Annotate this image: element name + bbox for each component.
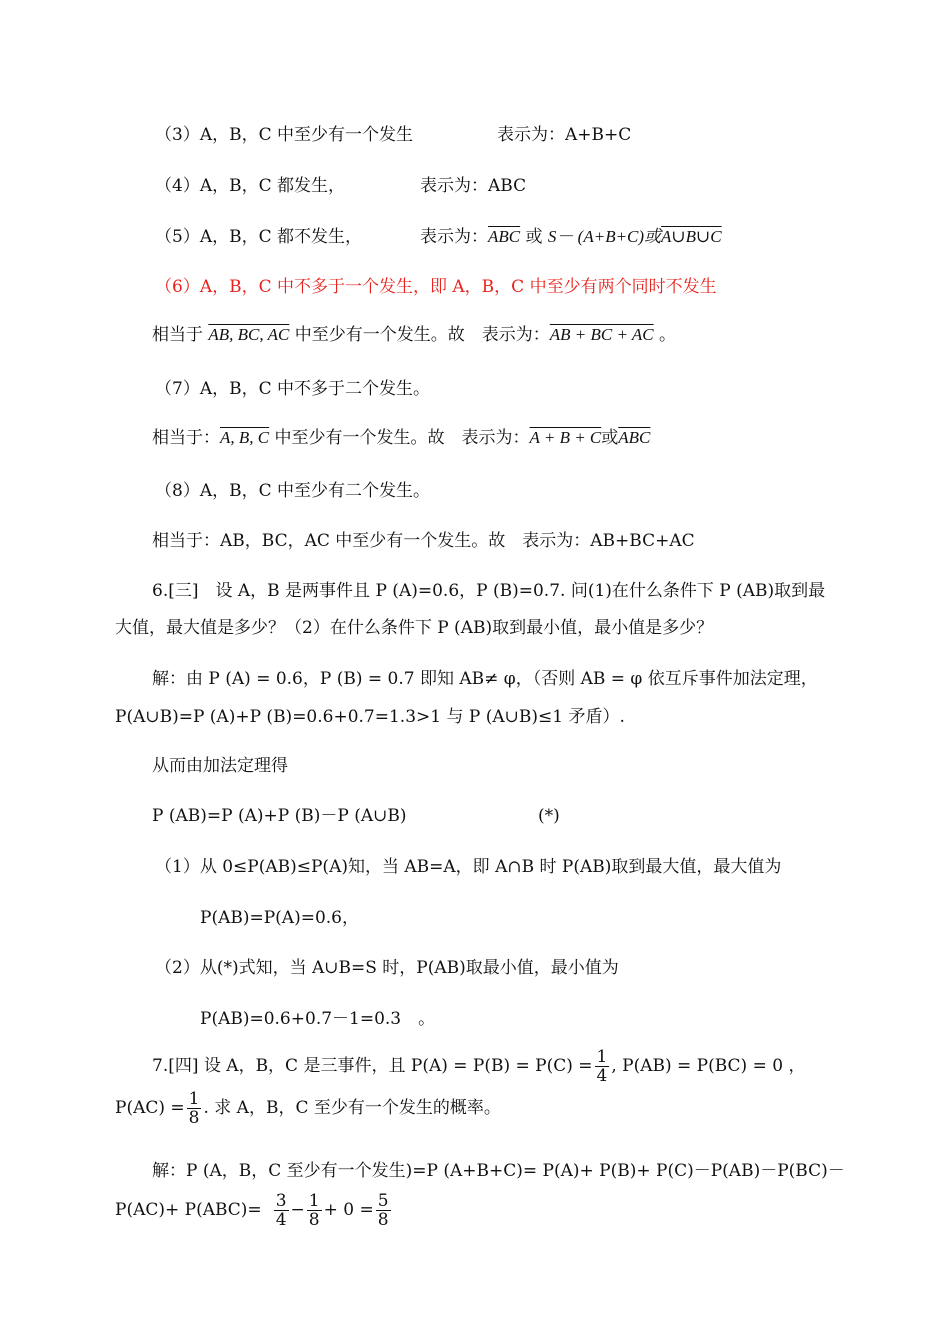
fraction-one-eighth-b: $\frac{1}{8}$ <box>308 1191 320 1230</box>
fraction-five-eighths: $\frac{5}{8}$ <box>377 1191 389 1230</box>
item-7-equivalence: 相当于：A, B, C 中至少有一个发生。故 表示为：A + B + C或$\overline{ABC}$ <box>152 428 651 448</box>
q6-text-line1: 6.[三] 设 A，B 是两事件且 P (A)=0.6，P (B)=0.7. 问(1)在什么条件下 P (AB)取到最 <box>152 581 826 601</box>
q6-max-value: P(AB)=P(A)=0.6， <box>200 908 359 928</box>
q7-text-line2: P(AC) = $\frac{1}{8}$ . 求 A，B，C 至少有一个发生的概率。 <box>115 1089 501 1128</box>
q6-min-value: P(AB)=0.6+0.7－1=0.3 。 <box>200 1009 436 1029</box>
item-5-expr: 表示为：$\overline{ABC}$ 或 S－ (A+B+C)或A∪B∪C <box>420 227 722 247</box>
item-8-label: （8）A，B，C 中至少有二个发生。 <box>155 481 430 501</box>
item-8-equivalence: 相当于：AB，BC，AC 中至少有一个发生。故 表示为：AB+BC+AC <box>152 531 695 551</box>
q6-formula-tag: (*) <box>538 806 560 826</box>
q7-solution-line1: 解：P (A，B，C 至少有一个发生)=P (A+B+C)= P(A)+ P(B)+ P(C)－P(AB)－P(BC)－ <box>152 1161 845 1181</box>
q6-solution-line2: P(A∪B)=P (A)+P (B)=0.6+0.7=1.3>1 与 P (A∪B)≤1 矛盾）. <box>115 707 625 727</box>
q7-text-line1: 7.[四] 设 A，B，C 是三事件，且 P(A) = P(B) = P(C) = $\frac{1}{4}$ , P(AB) = P(BC) = 0 ， <box>152 1047 806 1086</box>
item-4-label: （4）A，B，C 都发生， <box>155 176 345 196</box>
q6-solution-line1: 解：由 P (A) = 0.6，P (B) = 0.7 即知 AB≠ φ，（否则 AB = φ 依互斥事件加法定理， <box>152 669 818 689</box>
q6-addition-formula: P (AB)=P (A)+P (B)－P (A∪B) <box>152 806 407 826</box>
q6-solution-line3: 从而由加法定理得 <box>152 756 288 776</box>
q7-solution-line2: P(AC)+ P(ABC)= $\frac{3}{4}$ − $\frac{1}{8}$ + 0 = $\frac{5}{8}$ <box>115 1191 389 1230</box>
fraction-three-quarters: $\frac{3}{4}$ <box>275 1191 287 1230</box>
union-complement: A∪B∪C <box>661 227 722 246</box>
fraction-one-eighth: $\frac{1}{8}$ <box>188 1089 200 1128</box>
fraction-one-quarter: $\frac{1}{4}$ <box>596 1047 608 1086</box>
q6-solution-part1: （1）从 0≤P(AB)≤P(A)知，当 AB=A，即 A∩B 时 P(AB)取到最大值，最大值为 <box>155 857 782 877</box>
item-6-equivalence: 相当于 AB, BC, AC 中至少有一个发生。故 表示为：AB + BC + AC 。 <box>152 325 676 345</box>
q6-text-line2: 大值，最大值是多少？（2）在什么条件下 P (AB)取到最小值，最小值是多少？ <box>115 618 714 638</box>
item-6-label: （6）A，B，C 中不多于一个发生，即 A，B，C 中至少有两个同时不发生 <box>155 277 717 297</box>
item-3-label: （3）A，B，C 中至少有一个发生 <box>155 125 413 145</box>
item-7-label: （7）A，B，C 中不多于二个发生。 <box>155 379 430 399</box>
item-4-expr: 表示为：ABC <box>420 176 527 196</box>
item-5-label: （5）A，B，C 都不发生， <box>155 227 362 247</box>
item-3-expr: 表示为：A+B+C <box>497 125 632 145</box>
abc-complement: $\overline{ABC}$ <box>488 227 521 246</box>
q6-solution-part2: （2）从(*)式知，当 A∪B=S 时，P(AB)取最小值，最小值为 <box>155 958 619 978</box>
